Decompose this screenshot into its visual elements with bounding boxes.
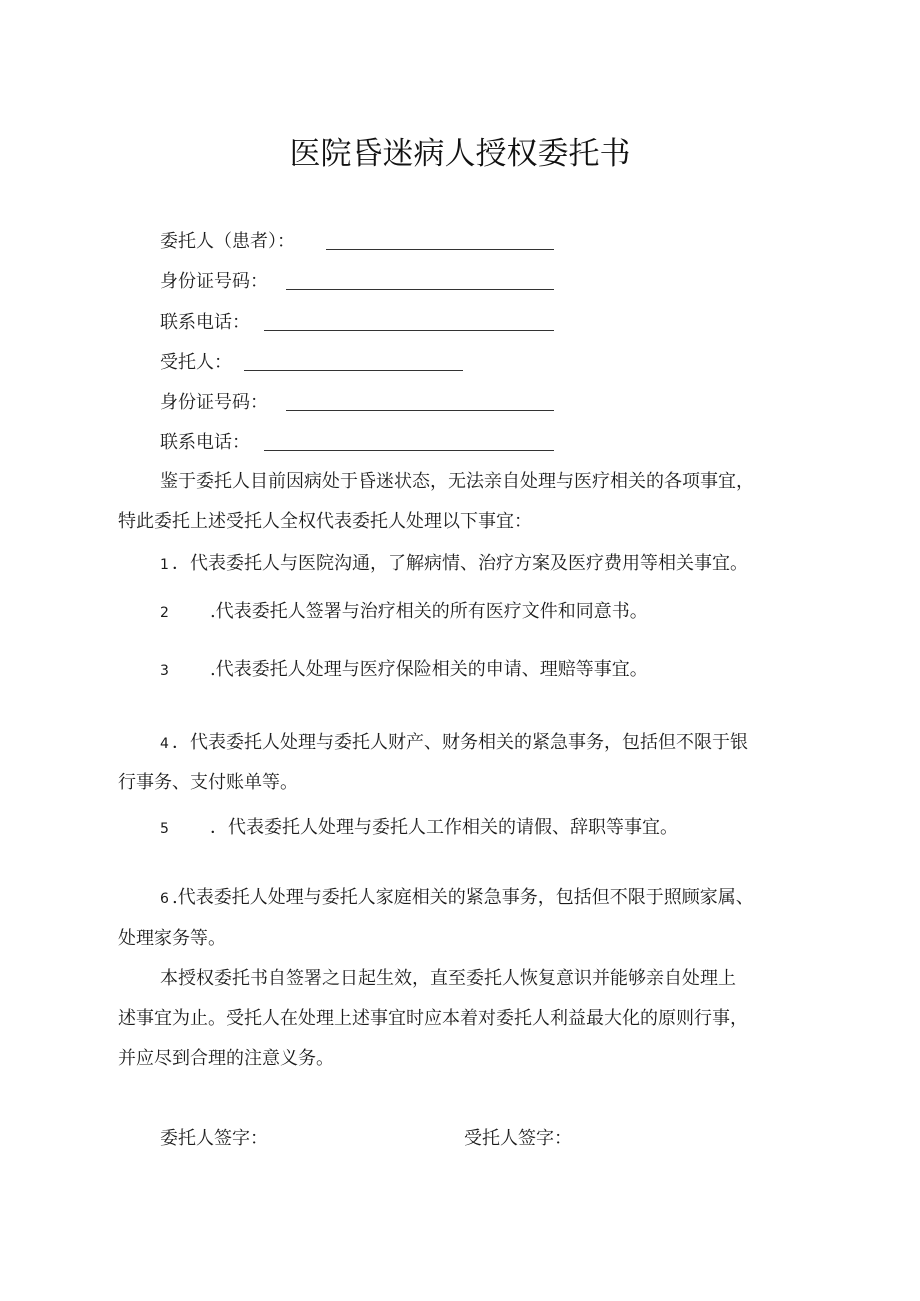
- field-label: 联系电话：: [160, 432, 250, 453]
- field-principal-id: [160, 270, 268, 294]
- field-label: 受托人：: [160, 352, 232, 373]
- field-agent-phone: [160, 431, 250, 455]
- field-principal: [160, 230, 295, 254]
- item-text-continued: 行事务、支付账单等。: [118, 772, 298, 793]
- document-title: 医院昏迷病人授权委托书: [289, 136, 631, 172]
- intro-line-2: 特此委托上述受托人全权代表委托人处理以下事宜：: [118, 511, 532, 532]
- agent-signature-label: 受托人签字：: [464, 1128, 572, 1149]
- item-text: .代表委托人处理与医疗保险相关的申请、理赔等事宜。: [210, 659, 648, 680]
- item-text: .代表委托人签署与治疗相关的所有医疗文件和同意书。: [210, 601, 648, 622]
- blank-line: [326, 249, 554, 250]
- field-label: 联系电话：: [160, 312, 250, 333]
- closing-line-3: 并应尽到合理的注意义务。: [118, 1048, 334, 1069]
- field-principal-phone: [160, 311, 250, 335]
- item-text-continued: 处理家务等。: [118, 928, 226, 949]
- field-label: 身份证号码：: [160, 271, 268, 292]
- blank-line: [264, 330, 554, 331]
- field-agent: [160, 351, 232, 375]
- blank-line: [286, 289, 554, 290]
- item-number: 3: [160, 663, 169, 679]
- item-number: 2: [160, 605, 169, 621]
- item-number: 6: [160, 891, 169, 907]
- blank-line: [286, 410, 554, 411]
- closing-line-1: 本授权委托书自签署之日起生效，直至委托人恢复意识并能够亲自处理上: [160, 968, 736, 989]
- field-agent-id: [160, 391, 268, 415]
- field-label: 委托人（患者）：: [160, 231, 295, 252]
- blank-line: [264, 450, 554, 451]
- item-text: ．代表委托人处理与委托人工作相关的请假、辞职等事宜。: [210, 817, 678, 838]
- field-label: 身份证号码：: [160, 392, 268, 413]
- principal-signature-label: 委托人签字：: [160, 1128, 268, 1149]
- item-text: .代表委托人处理与委托人家庭相关的紧急事务，包括但不限于照顾家属、: [172, 887, 754, 908]
- item-number: 5: [160, 821, 169, 837]
- item-text: ．代表委托人与医院沟通，了解病情、治疗方案及医疗费用等相关事宜。: [172, 553, 748, 574]
- item-number: 1: [160, 557, 169, 573]
- item-text: ．代表委托人处理与委托人财产、财务相关的紧急事务，包括但不限于银: [172, 732, 748, 753]
- closing-line-2: 述事宜为止。受托人在处理上述事宜时应本着对委托人利益最大化的原则行事，: [118, 1008, 748, 1029]
- item-number: 4: [160, 736, 169, 752]
- blank-line: [244, 370, 463, 371]
- intro-line-1: 鉴于委托人目前因病处于昏迷状态，无法亲自处理与医疗相关的各项事宜，: [160, 471, 754, 492]
